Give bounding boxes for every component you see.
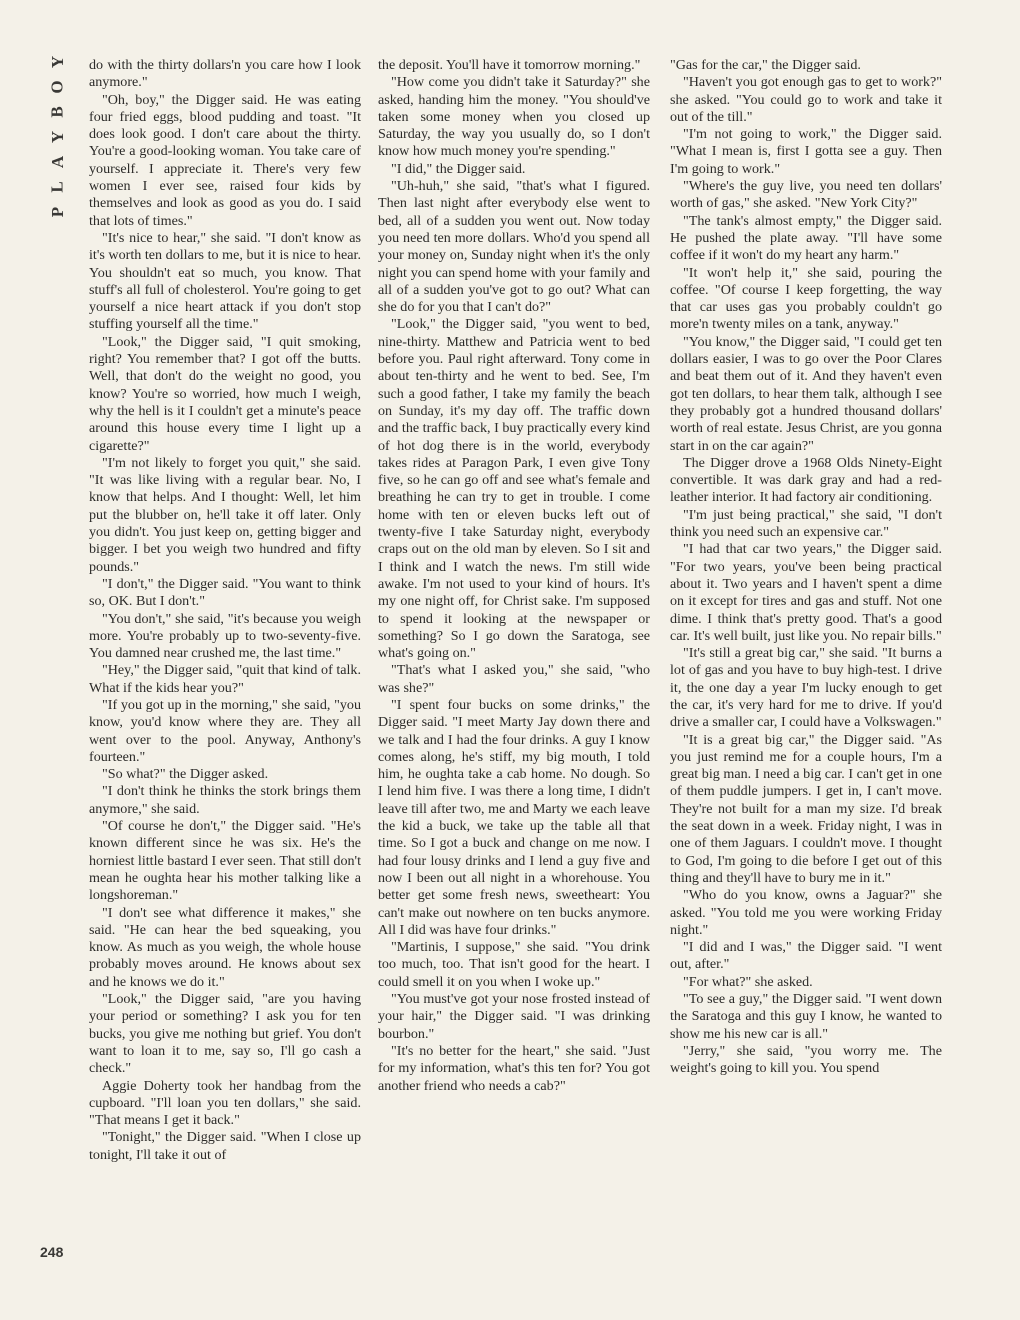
paragraph: "I had that car two years," the Digger said. "For two years, you've been being practical about it. Two years and I haven't spent a dime on it except for tires and gas and stuff. Not one dime. I think that's pretty good. That's a good car. It's well built, just like you. No repair bills." xyxy=(670,541,942,644)
paragraph: "It won't help it," she said, pouring the coffee. "Of course I keep forgetting, the way that car uses gas you probably couldn't go more'n twenty miles on a tank, anyway." xyxy=(670,264,942,333)
paragraph: "I don't see what difference it makes," she said. "He can hear the bed squeaking, you know. As much as you weigh, the whole house probably moves around. He knows about sex and he knows we do it." xyxy=(89,904,361,990)
paragraph: "I'm not likely to forget you quit," she said. "It was like living with a regular bear. No, I know that helps. And I thought: Well, let him put the blubber on, he'll take it off later. Only you didn't. You just keep on, getting bigger and bigger. I bet you weigh two hundred and fifty pounds." xyxy=(89,454,361,575)
paragraph: "Gas for the car," the Digger said. xyxy=(670,57,861,73)
logo-letter: O xyxy=(47,80,67,94)
paragraph: "I did and I was," the Digger said. "I went out, after." xyxy=(670,939,942,973)
paragraph: "Haven't you got enough gas to get to work?" she asked. "You could go to work and take it out of the till." xyxy=(670,74,942,125)
paragraph: "Uh-huh," she said, "that's what I figured. Then last night after everybody else went to bed, all of a sudden you went out. Now today you need ten more dollars. Who'd you spend all your money on, Sunday night when it's the only night you can spend home with your family and all of a sudden you've got to go out? What can she do for you that I can't do?" xyxy=(378,178,650,316)
paragraph: The Digger drove a 1968 Olds Ninety-Eight convertible. It was dark gray and had a red-leather interior. It had factory air conditioning. xyxy=(670,454,942,506)
paragraph: "It's still a great big car," she said. "It burns a lot of gas and you have to buy high-test. I drive it, the one day a year I'm lucky enough to get the car, it's very hard for me to drive. If you'd drive a smaller car, I could have a Volkswagen." xyxy=(670,645,942,731)
logo-letter: A xyxy=(48,155,67,169)
paragraph: "Who do you know, owns a Jaguar?" she asked. "You told me you were working Friday night." xyxy=(670,887,942,938)
text-column-3 xyxy=(670,57,942,1272)
paragraph: "It's no better for the heart," she said. "Just for my information, what's this ten for? You got another friend who needs a cab?" xyxy=(378,1042,650,1094)
paragraph: "Where's the guy live, you need ten dollars' worth of gas," she asked. "New York City?" xyxy=(670,178,942,212)
paragraph: "Of course he don't," the Digger said. "He's known different since he was six. He's the horniest little bastard I ever seen. That still don't mean he oughta hear his mother talking like a longshoreman." xyxy=(89,818,361,904)
paragraph: "Look," the Digger said, "are you having your period or something? I ask you for ten bucks, you give me nothing but grief. You don't want to loan it to me, say so, I'll go cash a check." xyxy=(89,991,361,1077)
paragraph: "If you got up in the morning," she said, "you know, you'd know where they are. They all went over to the pool. Anyway, Anthony's fourteen." xyxy=(89,696,361,765)
paragraph: the deposit. You'll have it tomorrow morning." xyxy=(378,57,641,73)
paragraph: "How come you didn't take it Saturday?" she asked, handing him the money. "You should've taken some money when you closed up Saturday, the way you usually do, so I don't know how much money you're spending." xyxy=(378,74,650,160)
logo-letter: L xyxy=(48,181,67,193)
paragraph: "To see a guy," the Digger said. "I went down the Saratoga and this guy I know, he wanted to show me his new car is all." xyxy=(670,991,942,1042)
paragraph: "Look," the Digger said, "I quit smoking, right? You remember that? I got off the butts. Well, that don't do the weight no good, you know? You're so worried, how much I weigh, why the hell is it I couldn't get a minute's peace around this house every time I light up a cigarette?" xyxy=(89,333,361,454)
paragraph: "That's what I asked you," she said, "who was she?" xyxy=(378,662,650,696)
paragraph: "It is a great big car," the Digger said. "As you just remind me for a couple hours, I'm a great big man. I need a big car. I can't get in one of them puddle jumpers. I get in, I can't move. They're not built for a man my size. I'd break the seat down in a week. Friday night, I was in one of them Jaguars. I couldn't move. I thought to God, I'm going to die before I get out of this thing and they'll have to bury me in it." xyxy=(670,731,942,886)
paragraph: "I'm not going to work," the Digger said. "What I mean is, first I gotta see a guy. Then I'm going to work." xyxy=(670,126,942,177)
text-column-2 xyxy=(378,57,650,1272)
paragraph: "You must've got your nose frosted instead of your hair," the Digger said. "I was drinking bourbon." xyxy=(378,991,650,1042)
paragraph: "Oh, boy," the Digger said. He was eating four fried eggs, blood pudding and toast. "It does look good. I don't care about the thirty. You're a good-looking woman. You take care of yourself. I appreciate it. There's very few women I ever see, raised four kids by themselves and look as good as you do. I said that lots of times." xyxy=(89,91,361,229)
paragraph: "So what?" the Digger asked. xyxy=(102,766,269,783)
paragraph: "You know," the Digger said, "I could get ten dollars easier, I was to go over the Poor Clares and beat them out of it. And they haven't even got ten dollars, to hear them talk, although I see they probably got a hundred thousand dollars' worth of real estate. Jesus Christ, are you gonna start in on the car again?" xyxy=(670,333,942,454)
paragraph: "Tonight," the Digger said. "When I close up tonight, I'll take it out of xyxy=(89,1129,361,1163)
paragraph: "It's nice to hear," she said. "I don't know as it's worth ten dollars to me, but it is nice to hear. You shouldn't eat so much, you know. That stuff's all full of cholesterol. You're going to get yourself a nice heart attack if you don't stop stuffing yourself all the time." xyxy=(89,229,361,333)
logo-letter: P xyxy=(47,206,67,218)
magazine-logo xyxy=(45,52,71,222)
paragraph: "I'm just being practical," she said, "I don't think you need such an expensive car." xyxy=(670,506,942,541)
paragraph: "The tank's almost empty," the Digger said. He pushed the plate away. "I'll have some coffee if it won't do my heart any harm." xyxy=(670,212,942,264)
paragraph: "I did," the Digger said. xyxy=(391,160,526,177)
logo-letter: Y xyxy=(48,55,67,69)
paragraph: "I spent four bucks on some drinks," the Digger said. "I meet Marty Jay down there and we talk and I had the four drinks. A guy I know comes along, he's stiff, my big mouth, I told him, he oughta take a cab home. No dough. So I lend him five. I was there a long time, I didn't leave till after two, me and Marty we each leave the kid a buck, we take up the table all that time. So I got a buck and change on me now. I had four lousy drinks and I lend a guy five and now I been out all night in a whorehouse. You better get some fresh news, sweetheart: You can't make out nowhere on ten bucks anymore. All I did was have four drinks." xyxy=(378,696,650,938)
text-column-1 xyxy=(89,57,361,1272)
logo-letter: B xyxy=(48,106,67,118)
logo-letter: Y xyxy=(48,130,67,144)
paragraph: "Look," the Digger said, "you went to bed, nine-thirty. Matthew and Patricia went to bed before you. Paul right afterward. Tony come in about ten-thirty and he went to bed. See, I'm such a good father, I take my family the beach on Sunday, it's my day off. The traffic down and the traffic back, I buy practically every kind of hot dog there is in the world, everybody takes rides at Paragon Park, I even give Tony five, so he can go off and see what's female and breathing he can try to get in trouble. I come home with ten or eleven bucks left out of twenty-five I take Saturday night, everybody craps out on the old man by eleven. So I sit and I think and I watch the news. I'm still wide awake. I'm not used to your kind of hours. It's my one night off, for Christ sake. I'm supposed to spend it looking at the newspaper or something? So I go down the Saratoga, see what's going on." xyxy=(378,316,650,662)
paragraph: "Martinis, I suppose," she said. "You drink too much, too. That isn't good for the heart. I could smell it on you when I woke up." xyxy=(378,939,650,990)
paragraph: "Hey," the Digger said, "quit that kind of talk. What if the kids hear you?" xyxy=(89,662,361,696)
paragraph: "You don't," she said, "it's because you weigh more. You're probably up to two-seventy-five. You damned near crushed me, the last time." xyxy=(89,610,361,662)
paragraph: "I don't," the Digger said. "You want to think so, OK. But I don't." xyxy=(89,575,361,610)
paragraph: Aggie Doherty took her handbag from the cupboard. "I'll loan you ten dollars," she said. "That means I get it back." xyxy=(89,1077,361,1129)
paragraph: do with the thirty dollars'n you care how I look anymore." xyxy=(89,57,361,91)
paragraph: "Jerry," she said, "you worry me. The weight's going to kill you. You spend xyxy=(670,1042,942,1077)
page-number: 248 xyxy=(40,1244,64,1260)
paragraph: "I don't think he thinks the stork brings them anymore," she said. xyxy=(89,783,361,817)
paragraph: "For what?" she asked. xyxy=(683,973,813,990)
